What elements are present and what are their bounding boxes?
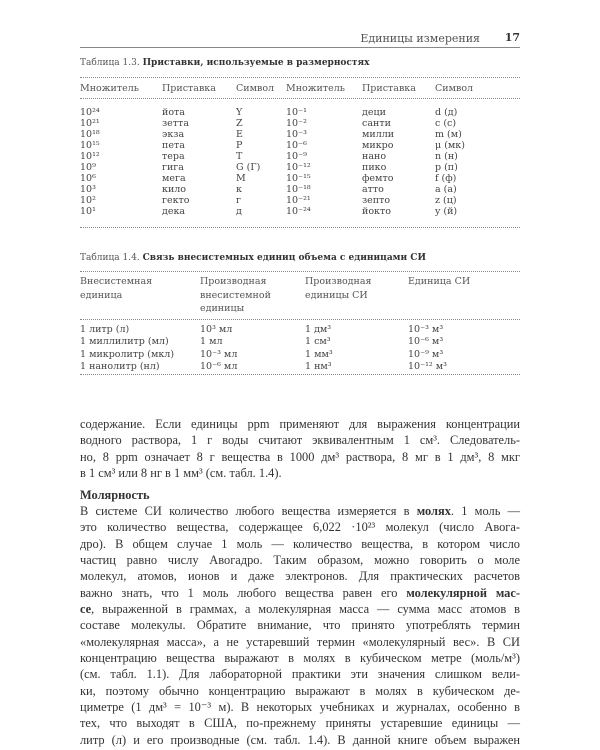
table-cell: 10⁻¹⁸ bbox=[286, 184, 311, 195]
column-header: Множитель bbox=[286, 83, 345, 94]
table-cell: 10⁻¹⁵ bbox=[286, 173, 311, 184]
table-cell: 1 нм³ bbox=[305, 360, 332, 372]
table-cell: милли bbox=[362, 129, 395, 140]
table-cell: дека bbox=[162, 206, 186, 217]
column-header-line: единица bbox=[80, 289, 123, 301]
column-header-line: внесистемной bbox=[200, 289, 271, 301]
table-cell: 10⁻⁹ bbox=[286, 151, 307, 162]
table-cell: c (c) bbox=[435, 118, 457, 129]
table-cell: 10¹ bbox=[80, 206, 96, 217]
table-cell: 10¹⁵ bbox=[80, 140, 100, 151]
table-cell: 10³ bbox=[80, 184, 96, 195]
text-segment: это количество вещества, содержащее 6,022 ·10²³ молекул (число Авога- bbox=[80, 520, 520, 535]
table-cell: a (a) bbox=[435, 184, 457, 195]
text-line bbox=[80, 666, 520, 682]
text-line bbox=[80, 519, 520, 535]
table-row bbox=[80, 140, 520, 151]
text-line bbox=[80, 503, 520, 519]
table-cell: 10²¹ bbox=[80, 118, 100, 129]
table-cell: μ (мк) bbox=[435, 140, 465, 151]
table-cell: 10⁹ bbox=[80, 162, 96, 173]
running-title: Единицы измерения bbox=[360, 32, 480, 45]
text-segment: составе молекулы. Обратите внимание, что принято употреблять термин bbox=[80, 618, 520, 633]
table-row bbox=[80, 184, 520, 195]
running-header bbox=[80, 30, 520, 48]
table-cell: y (й) bbox=[435, 206, 458, 217]
text-line bbox=[80, 601, 520, 617]
text-line bbox=[80, 683, 520, 699]
text-segment: циметре (1 дм³ = 10⁻³ м). В некоторых учебниках и журналах, особенно в bbox=[80, 700, 520, 715]
column-header: Приставка bbox=[362, 83, 416, 94]
table-cell: 10¹⁸ bbox=[80, 129, 100, 140]
text-segment: дро). В общем случае 1 моль — количество вещества, в котором число bbox=[80, 536, 520, 551]
table-row bbox=[80, 151, 520, 162]
table-cell: гекто bbox=[162, 195, 190, 206]
table-cell: 10⁻⁶ мл bbox=[200, 360, 238, 372]
table-row bbox=[80, 173, 520, 184]
text-segment: содержание. Если единицы ppm применяют для выражения концентрации bbox=[80, 417, 520, 431]
caption-prefix: Таблица 1.3. bbox=[80, 58, 143, 68]
table-header-row bbox=[80, 275, 520, 317]
table-cell: йота bbox=[162, 107, 185, 118]
prefix-table bbox=[80, 83, 520, 217]
bold-term: молях bbox=[416, 504, 451, 518]
table-cell: 10⁻¹² м³ bbox=[408, 360, 447, 372]
text-line bbox=[80, 650, 520, 666]
table-cell: 1 миллилитр (мл) bbox=[80, 336, 169, 348]
bold-term: молекулярной мас- bbox=[406, 585, 520, 600]
table-cell: 10⁻²¹ bbox=[286, 195, 311, 206]
table-cell: 10⁻³ м³ bbox=[408, 324, 444, 335]
table-cell: пета bbox=[162, 140, 185, 151]
column-header bbox=[200, 275, 271, 316]
text-segment: . 1 моль — bbox=[450, 504, 520, 518]
table-cell: Y bbox=[236, 107, 243, 118]
text-segment: «молекулярная масса», а не устаревший термин «молекулярный вес». В СИ bbox=[80, 634, 520, 649]
column-header bbox=[80, 275, 152, 302]
text-segment: но, 8 ppm означает 8 г вещества в 1000 дм³ раствора, 8 мг в 1 дм³, 8 мкг bbox=[80, 449, 520, 464]
text-line bbox=[80, 568, 520, 584]
table-cell: атто bbox=[362, 184, 384, 195]
text-line bbox=[80, 699, 520, 715]
text-segment: важно знать, что 1 моль любого вещества равен его bbox=[80, 585, 407, 600]
text-segment: водного раствора, 1 г воды считают эквивалентным 1 см³. Следователь- bbox=[80, 433, 520, 448]
caption-prefix: Таблица 1.4. bbox=[80, 253, 143, 263]
table-row bbox=[80, 206, 520, 217]
table-cell: d (д) bbox=[435, 107, 458, 118]
table-cell: 10⁶ bbox=[80, 173, 96, 184]
text-segment: в 1 см³ или 8 нг в 1 мм³ (см. табл. 1.4). bbox=[80, 466, 282, 481]
divider bbox=[80, 77, 520, 78]
bold-term: се bbox=[80, 602, 92, 617]
table-cell: зепто bbox=[362, 195, 391, 206]
table-cell: 10⁻¹² bbox=[286, 162, 311, 173]
table-cell: 10⁻⁶ м³ bbox=[408, 336, 444, 348]
table-cell: 10⁻²⁴ bbox=[286, 206, 311, 217]
text-segment: молекул, атомов, ионов и даже электронов. Для практических расчетов bbox=[80, 569, 520, 584]
table-cell: 10⁻⁹ м³ bbox=[408, 348, 444, 360]
text-segment: (см. табл. 1.1). Для лабораторной практики эти значения слишком вели- bbox=[80, 667, 520, 682]
table-cell: деци bbox=[362, 107, 386, 118]
table-cell: к bbox=[236, 184, 242, 195]
table-cell: тера bbox=[162, 151, 185, 162]
table-cell: мега bbox=[162, 173, 186, 184]
text-line bbox=[80, 432, 520, 448]
table-cell: фемто bbox=[362, 173, 394, 184]
table-cell: 1 см³ bbox=[305, 336, 331, 348]
table-cell: 10⁻³ bbox=[286, 129, 307, 140]
column-header: Приставка bbox=[162, 83, 216, 94]
table-row bbox=[80, 129, 520, 140]
text-segment: тех, что выходят в США, по-прежнему приняты устаревшие единицы — bbox=[80, 716, 520, 731]
volume-units-table bbox=[80, 324, 520, 373]
table-row bbox=[80, 107, 520, 118]
table-cell: p (п) bbox=[435, 162, 458, 173]
caption-title: Приставки, используемые в размерностях bbox=[142, 58, 370, 68]
table-cell: n (н) bbox=[435, 151, 458, 162]
table-cell: нано bbox=[362, 151, 387, 162]
table-row bbox=[80, 118, 520, 129]
divider bbox=[80, 374, 520, 375]
table-row bbox=[80, 349, 520, 361]
table-cell: 10²⁴ bbox=[80, 107, 100, 118]
table-cell: 10⁻³ мл bbox=[200, 348, 238, 360]
text-segment: концентрацию вещества выражают в молях в кубическом метре (моль/м³) bbox=[80, 651, 520, 666]
table-cell: G (Г) bbox=[236, 162, 261, 173]
table-cell: йокто bbox=[362, 206, 391, 217]
text-line bbox=[80, 732, 520, 748]
table-cell: T bbox=[236, 151, 243, 162]
table-cell: 1 микролитр (мкл) bbox=[80, 348, 175, 360]
column-header: Символ bbox=[435, 83, 474, 94]
table-cell: кило bbox=[162, 184, 187, 195]
text-segment: В системе СИ количество любого вещества измеряется в bbox=[80, 504, 417, 518]
table-cell: г bbox=[236, 195, 241, 206]
table-row bbox=[80, 162, 520, 173]
text-line bbox=[80, 715, 520, 731]
divider bbox=[80, 271, 520, 272]
page-number: 17 bbox=[504, 31, 520, 44]
column-header-line: Единица СИ bbox=[408, 276, 471, 287]
text-line bbox=[80, 536, 520, 552]
table-cell: пико bbox=[362, 162, 387, 173]
table-row bbox=[80, 324, 520, 336]
text-segment: частиц равно числу Авогадро. Таким образом, можно говорить о моле bbox=[80, 553, 520, 568]
text-segment: , выраженной в граммах, а молекулярная масса — сумма масс атомов в bbox=[91, 602, 520, 617]
column-header-line: Производная bbox=[200, 276, 267, 287]
column-header-line: единицы СИ bbox=[305, 289, 368, 301]
table-row bbox=[80, 195, 520, 206]
table-row bbox=[80, 336, 520, 348]
column-header bbox=[408, 275, 470, 289]
table-cell: f (ф) bbox=[435, 173, 457, 184]
paragraph bbox=[80, 503, 520, 748]
text-line bbox=[80, 552, 520, 568]
caption-title: Связь внесистемных единиц объема с единицами СИ bbox=[142, 253, 426, 263]
table-cell: санти bbox=[362, 118, 391, 129]
paragraph bbox=[80, 416, 520, 481]
section-heading: Молярность bbox=[80, 488, 150, 502]
table-header-row bbox=[80, 83, 520, 107]
table-cell: Z bbox=[236, 118, 243, 129]
divider bbox=[80, 98, 520, 99]
column-header-line: единицы bbox=[200, 303, 245, 314]
column-header-line: Производная bbox=[305, 276, 372, 287]
column-header-line: Внесистемная bbox=[80, 276, 153, 287]
table-cell: 10⁻² bbox=[286, 118, 307, 129]
table-cell: m (м) bbox=[435, 129, 462, 140]
text-line bbox=[80, 416, 520, 432]
table-cell: E bbox=[236, 129, 243, 140]
table-cell: зетта bbox=[162, 118, 189, 129]
table-cell: 10¹² bbox=[80, 151, 100, 162]
table-cell: 1 дм³ bbox=[305, 324, 332, 335]
divider bbox=[80, 227, 520, 228]
column-header: Символ bbox=[236, 83, 275, 94]
table-cell: 10³ мл bbox=[200, 324, 233, 335]
table-cell: P bbox=[236, 140, 243, 151]
text-segment: ки, поэтому обычно концентрацию выражают в молях в кубическом де- bbox=[80, 683, 520, 698]
table-cell: M bbox=[236, 173, 246, 184]
text-line bbox=[80, 465, 520, 481]
table-cell: микро bbox=[362, 140, 394, 151]
table-cell: гига bbox=[162, 162, 184, 173]
text-segment: литр (л) и его производные (см. табл. 1.4). В данной книге объем выражен bbox=[80, 732, 520, 747]
table-cell: 1 литр (л) bbox=[80, 324, 130, 335]
table-cell: д bbox=[236, 206, 242, 217]
text-line bbox=[80, 449, 520, 465]
table-cell: 1 мл bbox=[200, 336, 223, 348]
table-1-3-caption bbox=[80, 58, 370, 68]
divider bbox=[80, 319, 520, 320]
table-cell: 10⁻⁶ bbox=[286, 140, 307, 151]
column-header: Множитель bbox=[80, 83, 139, 94]
table-1-4-caption bbox=[80, 253, 426, 263]
table-cell: 1 мм³ bbox=[305, 348, 333, 360]
table-cell: 10² bbox=[80, 195, 96, 206]
text-line bbox=[80, 634, 520, 650]
table-row bbox=[80, 361, 520, 373]
column-header bbox=[305, 275, 372, 302]
table-cell: 10⁻¹ bbox=[286, 107, 307, 118]
text-line bbox=[80, 585, 520, 601]
text-line bbox=[80, 617, 520, 633]
table-cell: z (ц) bbox=[435, 195, 457, 206]
table-cell: экза bbox=[162, 129, 185, 140]
table-cell: 1 нанолитр (нл) bbox=[80, 360, 160, 372]
